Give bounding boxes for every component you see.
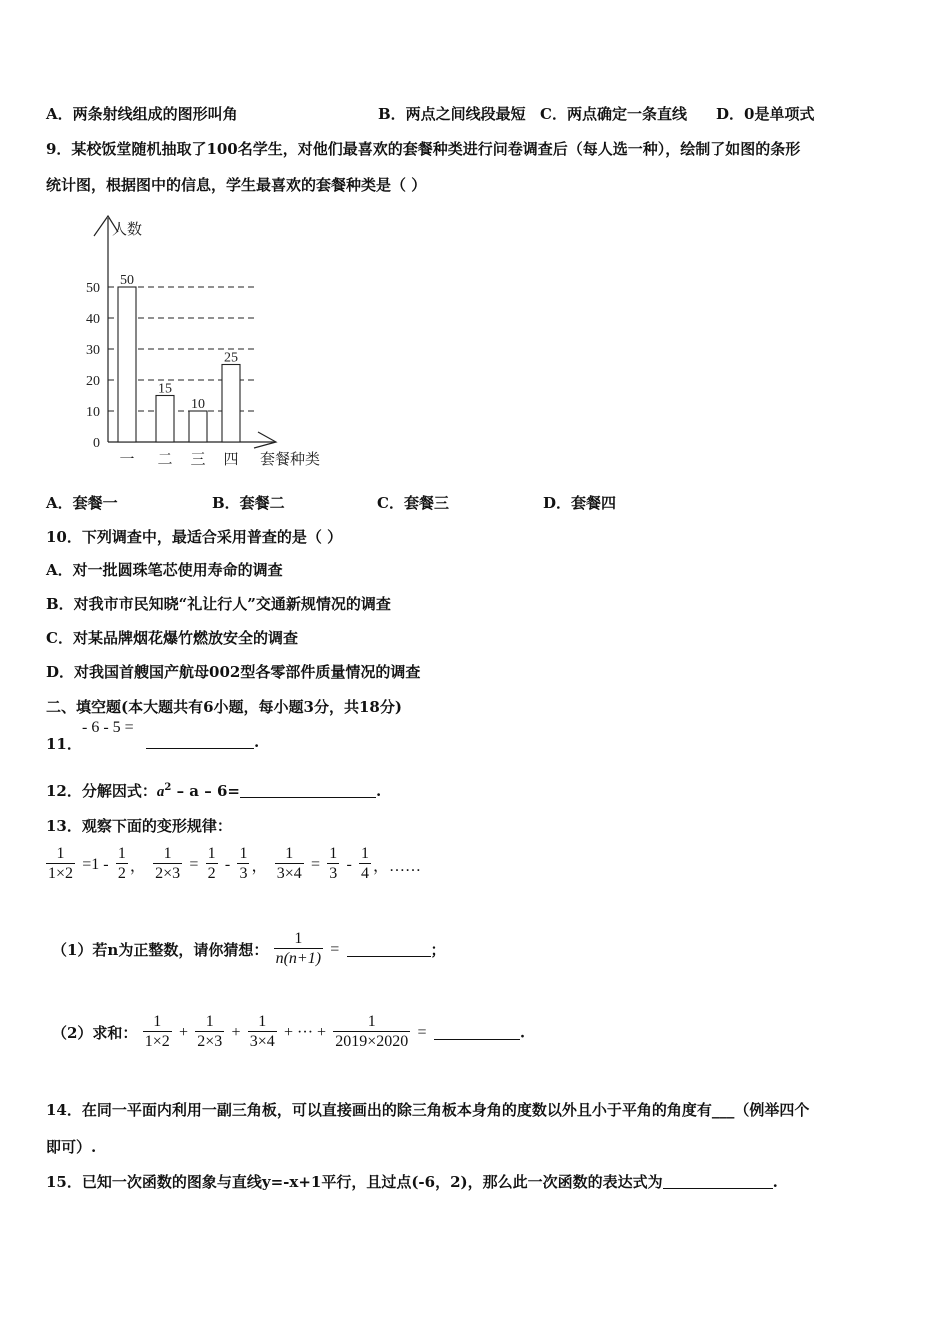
bar-1 — [118, 287, 136, 442]
q13-part1: （1）若n为正整数，请你猜想： $\frac{1}{n(n+1)}$ = ； — [52, 930, 446, 967]
section-title-fill-in: 二、填空题(本大题共有6小题，每小题3分，共18分) — [46, 698, 402, 716]
x-axis-label: 套餐种类 — [260, 452, 321, 468]
q12-line: 12．分解因式：$a^2 - a - 6=$ . — [46, 782, 382, 800]
bar-chart — [70, 210, 340, 472]
bar-value-label-4: 25 — [224, 350, 238, 366]
bar-value-label-2: 15 — [158, 381, 172, 397]
q8-option-c: C．两点确定一条直线 — [540, 105, 687, 123]
q13-part2: （2）求和： $\frac{1}{1\times 2}$ + $\frac{1}{2\times 3}$ + $\frac{1}{3\times 4}$ + ··· + $\frac{1}{2019\times 2020}$ = . — [52, 1013, 526, 1050]
bar-2 — [156, 396, 174, 443]
y-tick-label-50: 50 — [86, 281, 100, 296]
q11-number: 11． — [46, 735, 82, 753]
bar-4 — [222, 365, 240, 443]
x-tick-label-2: 二 — [157, 452, 173, 468]
q10-option-c: C．对某品牌烟花爆竹燃放安全的调查 — [46, 629, 298, 647]
q12-answer-blank[interactable] — [240, 783, 376, 798]
y-tick-label-0: 0 — [93, 436, 100, 451]
q10-option-b: B．对我市市民知晓“礼让行人”交通新规情况的调查 — [46, 595, 391, 613]
q13-part2-answer-blank[interactable] — [434, 1025, 520, 1040]
q9-option-b: B．套餐二 — [212, 494, 285, 512]
q9-option-c: C．套餐三 — [377, 494, 449, 512]
bar-value-label-3: 10 — [191, 397, 205, 412]
q9-stem-line1: 9．某校饭堂随机抽取了100名学生，对他们最喜欢的套餐种类进行问卷调查后（每人选一种），绘制了如图的条形 — [46, 140, 801, 158]
bar-3 — [189, 411, 207, 442]
x-tick-label-3: 三 — [190, 452, 206, 468]
y-axis-label: 人数 — [112, 222, 143, 238]
q10-stem: 10．下列调查中，最适合采用普查的是（ ） — [46, 528, 343, 546]
q9-stem-line2: 统计图，根据图中的信息，学生最喜欢的套餐种类是（ ） — [46, 176, 427, 194]
bar-value-label-1: 50 — [120, 273, 134, 288]
q10-option-d: D．对我国首艘国产航母002型各零部件质量情况的调查 — [46, 663, 421, 681]
q9-option-a: A．套餐一 — [46, 494, 118, 512]
q11-expression: - 6 - 5 = — [82, 719, 134, 736]
q13-part1-answer-blank[interactable] — [347, 942, 431, 957]
y-tick-label-40: 40 — [86, 312, 100, 327]
q8-option-b: B．两点之间线段最短 — [378, 105, 526, 123]
q8-option-d: D．0是单项式 — [716, 105, 815, 123]
q15-stem: 15．已知一次函数的图象与直线y=-x+1平行，且过点(-6，2)，那么此一次函数的表达式为 . — [46, 1173, 778, 1191]
y-tick-label-20: 20 — [86, 374, 100, 389]
q14-stem-line2: 即可）. — [46, 1138, 97, 1156]
x-tick-label-1: 一 — [119, 452, 135, 468]
q8-option-a: A．两条射线组成的图形叫角 — [46, 105, 238, 123]
q13-stem: 13．观察下面的变形规律： — [46, 817, 232, 835]
q9-option-d: D．套餐四 — [543, 494, 617, 512]
x-axis-arrow — [254, 432, 276, 448]
q10-option-a: A．对一批圆珠笔芯使用寿命的调查 — [46, 561, 283, 579]
q13-example-row: $\frac{1}{1\times 2}$ =1 - $\frac{1}{2}$ ， $\frac{1}{2\times 3}$ = $\frac{1}{2}$ - $\frac{1}{3}$ ， $\frac{1}{3\times 4}$ = $\frac{1}{3}$ - $\frac{1}{4}$ ，…… — [48, 845, 422, 882]
x-tick-label-4: 四 — [223, 452, 239, 468]
y-tick-label-10: 10 — [86, 405, 100, 420]
q15-answer-blank[interactable] — [663, 1174, 773, 1189]
q11-answer-blank[interactable]: . — [146, 733, 259, 751]
y-tick-label-30: 30 — [86, 343, 100, 358]
q14-stem-line1: 14．在同一平面内利用一副三角板，可以直接画出的除三角板本身角的度数以外且小于平角的角度有___（例举四个 — [46, 1101, 810, 1119]
